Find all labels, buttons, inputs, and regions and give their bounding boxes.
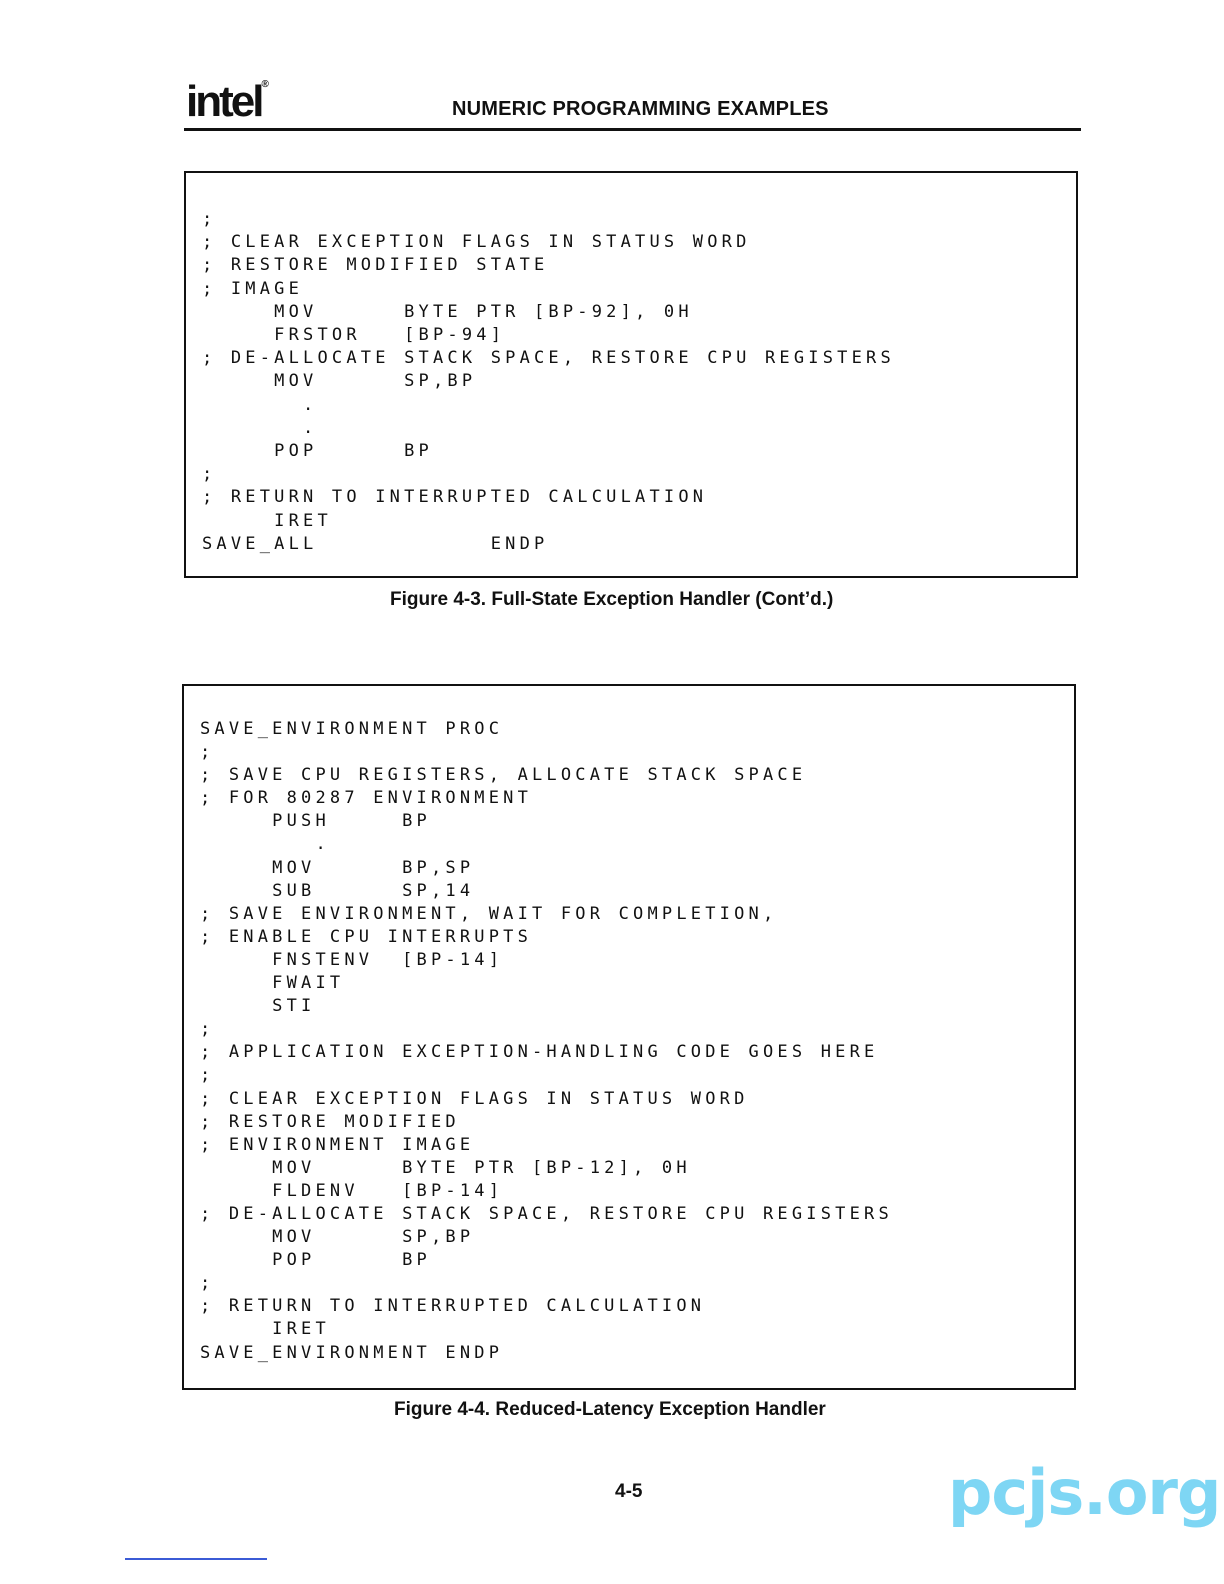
- page-number: 4-5: [615, 1481, 643, 1502]
- figure-4-4-code-listing: SAVE_ENVIRONMENT PROC ; ; SAVE CPU REGISTERS, ALLOCATE STACK SPACE ; FOR 80287 ENVIRONMENT PUSH BP . MOV BP,SP SUB SP,14 ; SAVE ENVIRONMENT, WAIT FOR COMPLETION, ; ENABLE CPU INTERRUPTS FNSTENV [BP-14] FWAIT STI ; ; APPLICATION EXCEPTION-HANDLING CODE GOES HERE ; ; CLEAR EXCEPTION FLAGS IN STATUS WORD ; RESTORE MODIFIED ; ENVIRONMENT IMAGE MOV BYTE PTR [BP-12], 0H FLDENV [BP-14] ; DE-ALLOCATE STACK SPACE, RESTORE CPU REGISTERS MOV SP,BP POP BP ; ; RETURN TO INTERRUPTED CALCULATION IRET SAVE_ENVIRONMENT ENDP: [200, 719, 893, 1363]
- figure-4-3-code-box: [184, 171, 1078, 578]
- logo-text: intel: [186, 77, 262, 126]
- page-header-title: NUMERIC PROGRAMMING EXAMPLES: [452, 98, 829, 120]
- header-rule: [184, 128, 1081, 131]
- figure-4-3-code-listing: ; ; CLEAR EXCEPTION FLAGS IN STATUS WORD ; RESTORE MODIFIED STATE ; IMAGE MOV BYTE PTR [BP-92], 0H FRSTOR [BP-94] ; DE-ALLOCATE STACK SPACE, RESTORE CPU REGISTERS MOV SP,BP . . POP BP ; ; RETURN TO INTERRUPTED CALCULATION IRET SAVE_ALL ENDP: [202, 209, 895, 554]
- intel-logo: [186, 77, 269, 126]
- figure-4-4-code-box: [182, 684, 1076, 1390]
- figure-4-4-caption: Figure 4-4. Reduced-Latency Exception Handler: [394, 1399, 826, 1420]
- pcjs-watermark: pcjs.org: [948, 1456, 1221, 1529]
- bottom-link-rule: [125, 1558, 267, 1560]
- figure-4-3-caption: Figure 4-3. Full-State Exception Handler (Cont’d.): [390, 589, 834, 610]
- registered-mark: ®: [261, 79, 269, 90]
